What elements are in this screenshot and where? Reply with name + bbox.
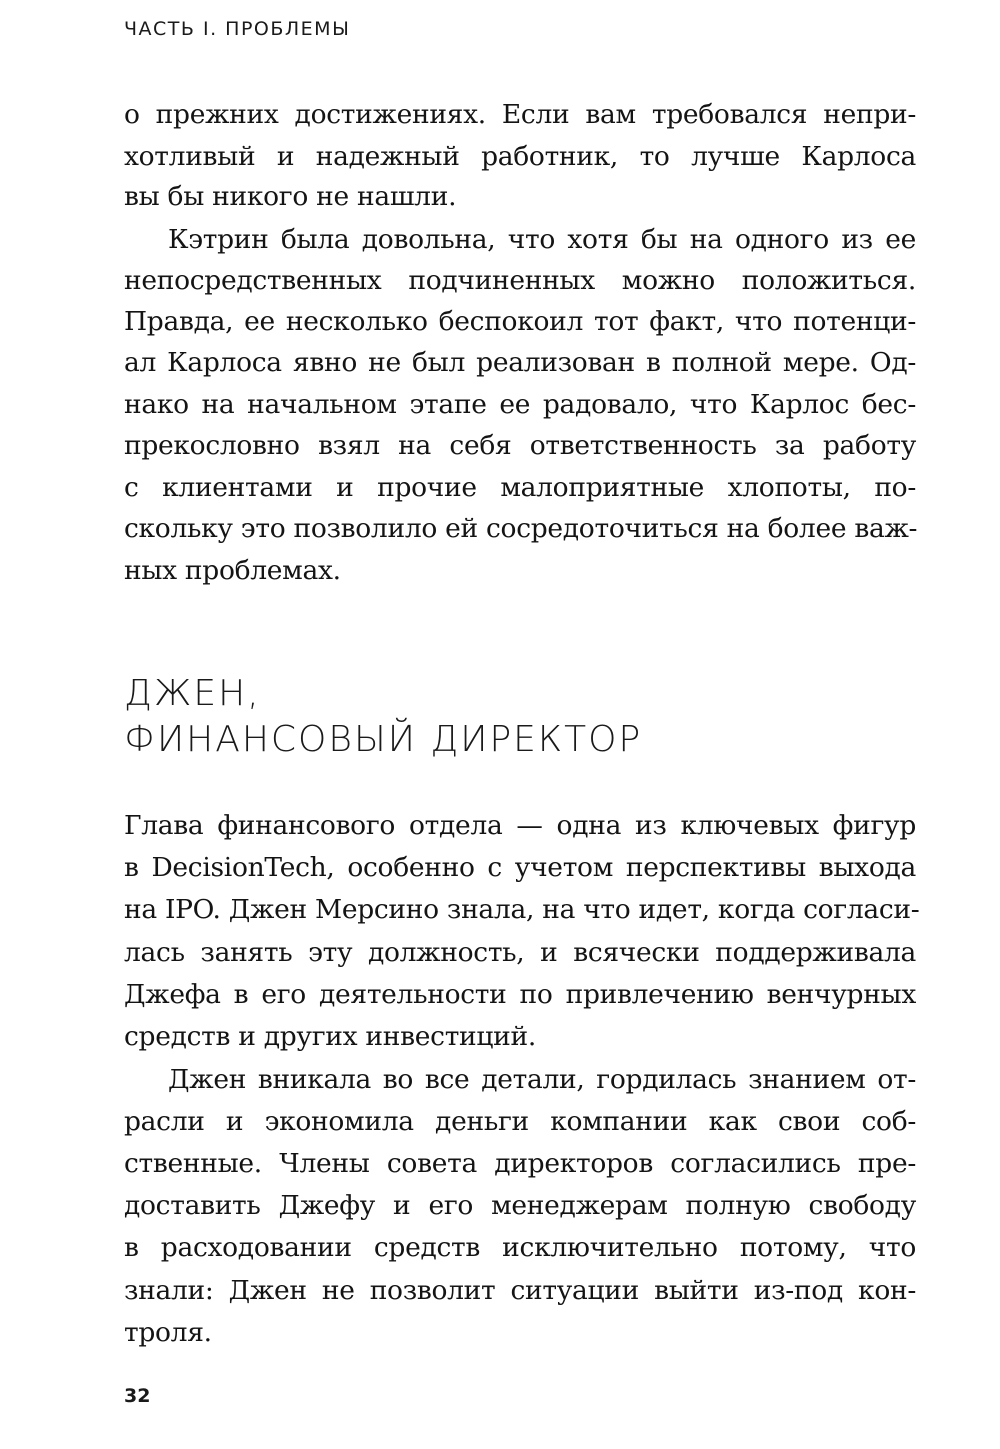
text-line: знали: Джен не позволит ситуации выйти из-под кон- — [124, 1275, 916, 1306]
page-number: 32 — [124, 1385, 151, 1407]
text-line: ал Карлоса явно не был реализован в полной мере. Од- — [124, 347, 916, 378]
text-line: Правда, ее несколько беспокоил тот факт, что потенци- — [124, 306, 916, 337]
text-line: скольку это позволило ей сосредоточиться на более важ- — [124, 513, 918, 544]
text-line: о прежних достижениях. Если вам требовался непри- — [124, 99, 916, 130]
text-line: ных проблемах. — [124, 555, 341, 586]
text-line: с клиентами и прочие малоприятные хлопоты, по- — [124, 472, 916, 503]
text-line: в расходовании средств исключительно потому, что — [124, 1232, 916, 1263]
text-line: расли и экономила деньги компании как свои соб- — [124, 1106, 916, 1137]
text-line: Джефа в его деятельности по привлечению венчурных — [124, 979, 916, 1010]
text-line: троля. — [124, 1317, 212, 1348]
text-line: Кэтрин была довольна, что хотя бы на одного из ее — [168, 224, 916, 255]
text-line: нако на начальном этапе ее радовало, что Карлос бес- — [124, 389, 916, 420]
text-line: доставить Джефу и его менеджерам полную свободу — [124, 1190, 916, 1221]
text-line: Джен вникала во все детали, гордилась знанием от- — [168, 1064, 916, 1095]
text-line: хотливый и надежный работник, то лучше Карлоса — [124, 141, 916, 172]
text-line: Глава финансового отдела — одна из ключевых фигур — [124, 810, 916, 841]
text-line: прекословно взял на себя ответственность за работу — [124, 430, 916, 461]
heading-line: ФИНАНСОВЫЙ ДИРЕКТОР — [124, 719, 643, 760]
text-line: средств и других инвестиций. — [124, 1021, 537, 1052]
text-line: лась занять эту должность, и всячески поддерживала — [124, 937, 916, 968]
text-line: вы бы никого не нашли. — [124, 181, 457, 212]
text-line: в DecisionTech, особенно с учетом перспективы выхода — [124, 852, 916, 883]
text-line: ственные. Члены совета директоров согласились пре- — [124, 1148, 916, 1179]
text-line: на IPO. Джен Мерсино знала, на что идет, когда согласи- — [124, 894, 920, 925]
text-line: непосредственных подчиненных можно положиться. — [124, 265, 916, 296]
running-head: ЧАСТЬ I. ПРОБЛЕМЫ — [124, 18, 351, 40]
heading-line: ДЖЕН, — [124, 673, 261, 714]
